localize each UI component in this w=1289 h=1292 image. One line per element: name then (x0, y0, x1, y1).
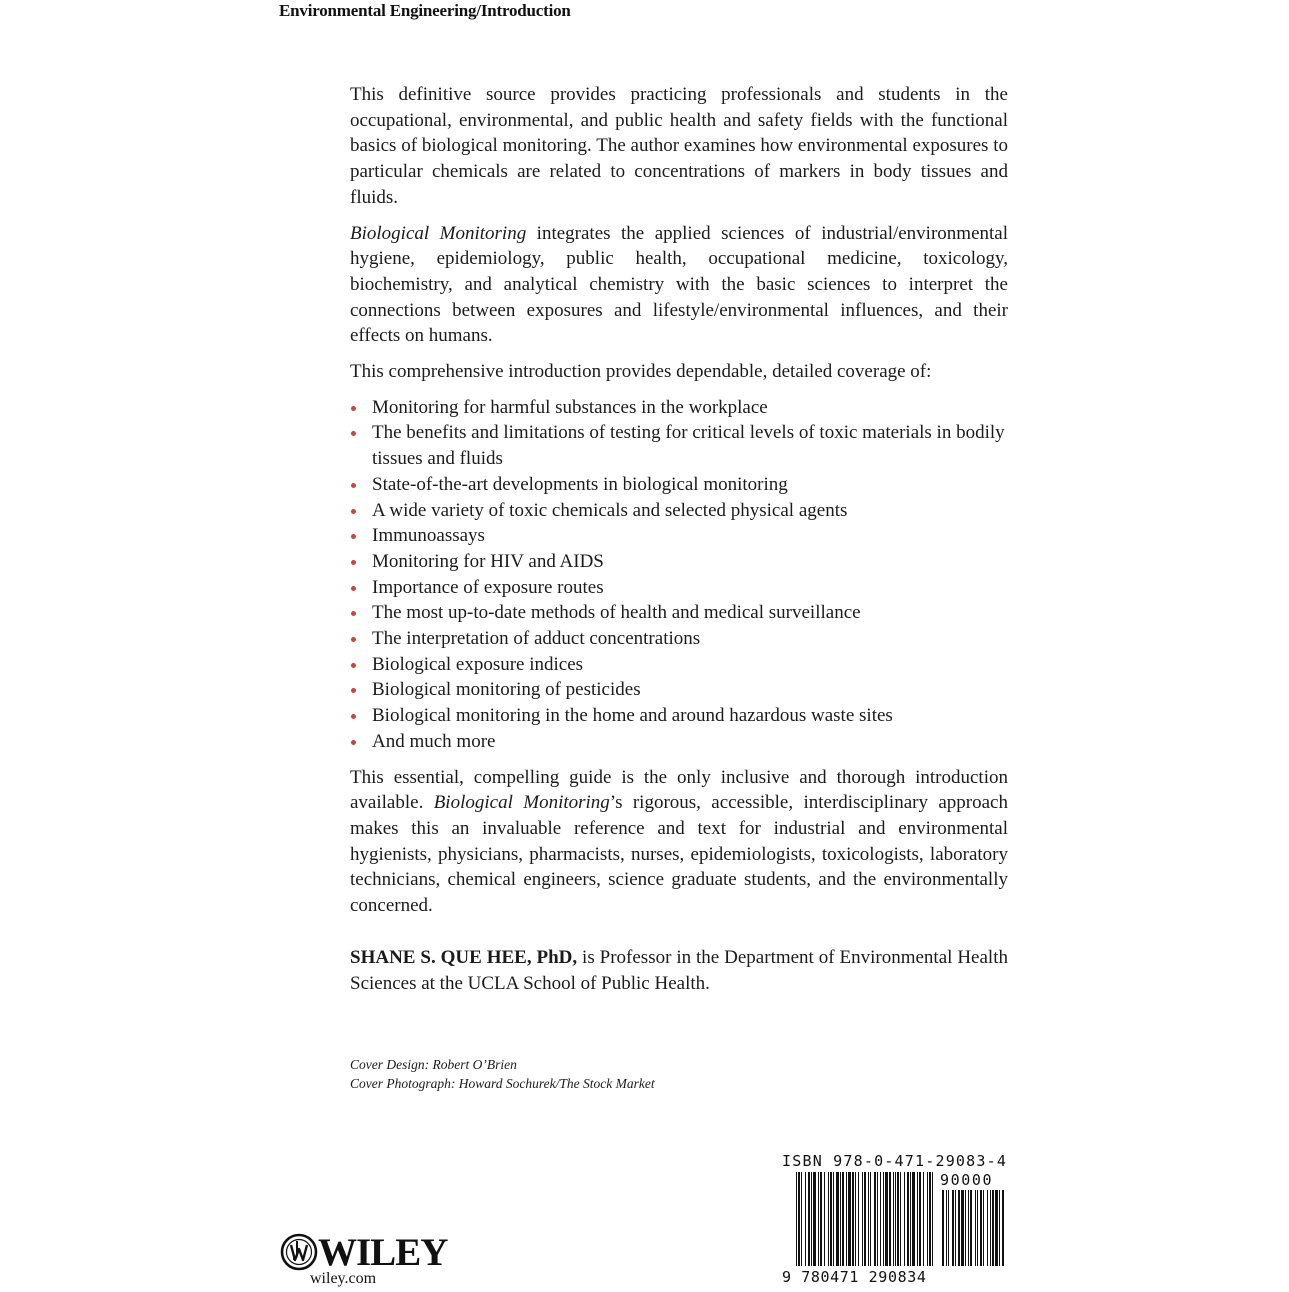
back-cover-description (350, 82, 1008, 1006)
bullet-icon (351, 406, 356, 411)
isbn-barcode (782, 1152, 1012, 1286)
closing-text-rest: ’s rigorous, accessible, interdisciplinary approach makes this an invaluable reference and text for industrial and environmental hygienists, physicians, pharmacists, nurses, epidemiologists, toxicologists, laboratory technicians, chemical engineers, science graduate students, and the environmentally concerned. (350, 792, 1008, 917)
coverage-item (350, 549, 1008, 575)
coverage-item (350, 729, 1008, 755)
cover-photo-credit: Cover Photograph: Howard Sochurek/The Stock Market (350, 1075, 655, 1091)
coverage-item (350, 600, 1008, 626)
publisher-logo (280, 1232, 450, 1292)
bullet-icon (351, 688, 356, 693)
publisher-wordmark: WILEY (318, 1231, 448, 1274)
coverage-intro: This comprehensive introduction provides dependable, detailed coverage of: (350, 361, 932, 383)
ean-digits: 9 780471 290834 (782, 1268, 927, 1286)
coverage-item (350, 472, 1008, 498)
book-title: Biological Monitoring (433, 792, 610, 814)
bullet-icon (351, 431, 356, 436)
coverage-item (350, 523, 1008, 549)
publisher-url: wiley.com (310, 1270, 377, 1287)
bullet-icon (351, 560, 356, 565)
book-title: Biological Monitoring (350, 222, 527, 244)
isbn-label: ISBN 978-0-471-29083-4 (782, 1152, 1008, 1170)
bullet-icon (351, 483, 356, 488)
coverage-item-text: Biological monitoring of pesticides (372, 679, 641, 701)
closing-paragraph (350, 765, 1008, 919)
author-bio-text: is Professor in the Department of Environmental Health Sciences at the UCLA School of Public Health. (350, 946, 1008, 994)
coverage-item-text: Biological monitoring in the home and around hazardous waste sites (372, 705, 893, 727)
coverage-item-text: The most up-to-date methods of health and medical surveillance (372, 602, 861, 624)
coverage-item-text: Importance of exposure routes (372, 576, 604, 598)
integration-text: integrates the applied sciences of industrial/environmental hygiene, epidemiology, public health, occupational medicine, toxicology, biochemistry, and analytical chemistry with the basic sciences to interpret the connections between exposures and lifestyle/environmental influences, and their effects on humans. (350, 222, 1008, 347)
bullet-icon (351, 637, 356, 642)
coverage-item-text: Immunoassays (372, 525, 485, 547)
coverage-item-text: The interpretation of adduct concentrations (372, 628, 701, 650)
integration-paragraph (350, 221, 1008, 350)
bullet-icon (351, 740, 356, 745)
coverage-item (350, 677, 1008, 703)
coverage-item-text: Monitoring for HIV and AIDS (372, 550, 604, 572)
bullet-icon (351, 663, 356, 668)
coverage-item (350, 498, 1008, 524)
coverage-item (350, 703, 1008, 729)
bullet-icon (351, 509, 356, 514)
coverage-item-text: Biological exposure indices (372, 653, 584, 675)
author-bio (350, 945, 1008, 996)
coverage-item (350, 420, 1008, 471)
coverage-item (350, 395, 1008, 421)
price-code: 90000 (940, 1171, 994, 1189)
bullet-icon (351, 714, 356, 719)
coverage-item-text: State-of-the-art developments in biological monitoring (372, 473, 788, 495)
cover-credits (350, 1056, 655, 1093)
cover-design-credit: Cover Design: Robert O’Brien (350, 1057, 517, 1072)
author-name: SHANE S. QUE HEE, PhD, (350, 946, 578, 968)
bullet-icon (351, 586, 356, 591)
coverage-item-text: Monitoring for harmful substances in the workplace (372, 396, 768, 418)
bullet-icon (351, 611, 356, 616)
wiley-jw-seal-icon (280, 1232, 320, 1272)
coverage-item-text: And much more (372, 730, 496, 752)
category-heading: Environmental Engineering/Introduction (279, 1, 571, 20)
intro-paragraph: This definitive source provides practicing professionals and students in the occupational, environmental, and public health and safety fields with the functional basics of biological monitoring. The author examines how environmental exposures to particular chemicals are related to concentrations of markers in body tissues and fluids. (350, 84, 1008, 208)
closing-text-start: This essential, compelling guide is the only inclusive and thorough introduction available. (350, 766, 1008, 814)
coverage-item (350, 575, 1008, 601)
coverage-item-text: The benefits and limitations of testing for critical levels of toxic materials in bodily tissues and fluids (372, 422, 1005, 470)
coverage-item-text: A wide variety of toxic chemicals and selected physical agents (372, 499, 848, 521)
coverage-list (350, 395, 1008, 755)
coverage-item (350, 626, 1008, 652)
bullet-icon (351, 534, 356, 539)
coverage-item (350, 652, 1008, 678)
